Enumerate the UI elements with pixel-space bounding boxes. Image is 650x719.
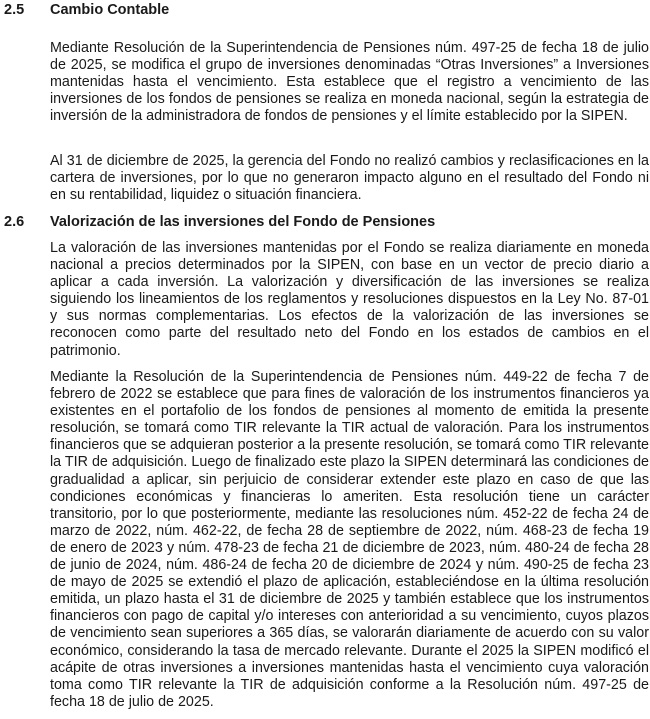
section-title: Valorización de las inversiones del Fondo de Pensiones <box>50 214 436 230</box>
paragraph-2-6-2: Mediante la Resolución de la Superintendencia de Pensiones núm. 449-22 de fecha 7 de febrero de 2022 se establece que para fines de valoración de los instrumentos financieros ya existentes en el portafolio de los fondos de pensiones al momento de emitida la presente resolución, se tomará como TIR relevante la TIR actual de valoración. Para los instrumentos financieros que se adquieran posterior a la presente resolución, se tomará como TIR relevante la TIR de adquisición. Luego de finalizado este plazo la SIPEN determinará las condiciones de gradualidad a aplicar, sin perjuicio de considerar extender este plazo en caso de que las condiciones económicas y financieras lo ameriten. Esta resolución tiene un carácter transitorio, por lo que posteriormente, mediante las resoluciones núm. 452-22 de fecha 24 de marzo de 2022, núm. 462-22, de fecha 28 de septiembre de 2022, núm. 468-23 de fecha 19 de enero de 2023 y núm. 478-23 de fecha 21 de diciembre de 2023, núm. 480-24 de fecha 28 de junio de 2024, núm. 486-24 de fecha 20 de diciembre de 2024 y núm. 490-25 de fecha 23 de mayo de 2025 se extendió el plazo de aplicación, estableciéndose en la última resolución emitida, un plazo hasta el 31 de diciembre de 2025 y también establece que los instrumentos financieros con pago de capital y/o intereses con anterioridad a su vencimiento, cuyos plazos de vencimiento sean superiores a 365 días, se valorarán diariamente de acuerdo con su valor económico, considerando la tasa de mercado relevante. Durante el 2025 la SIPEN modificó el acápite de otras inversiones a inversiones mantenidas hasta el vencimiento cuya valoración toma como TIR relevante la TIR de adquisición conforme a la Resolución núm. 497-25 de fecha 18 de julio de 2025. <box>50 369 649 710</box>
section-title: Cambio Contable <box>50 2 170 18</box>
section-number: 2.5 <box>4 2 25 18</box>
paragraph-2-5-2: Al 31 de diciembre de 2025, la gerencia del Fondo no realizó cambios y reclasificaciones en la cartera de inversiones, por lo que no generaron impacto alguno en el resultado del Fondo ni en su rentabilidad, liquidez o situación financiera. <box>50 153 649 204</box>
section-number: 2.6 <box>4 214 25 230</box>
paragraph-2-5-1: Mediante Resolución de la Superintendencia de Pensiones núm. 497-25 de fecha 18 de julio de 2025, se modifica el grupo de inversiones denominadas “Otras Inversiones” a Inversiones mantenidas hasta el vencimiento. Esta establece que el registro a vencimiento de las inversiones de los fondos de pensiones se realiza en moneda nacional, según la estrategia de inversión de la administradora de fondos de pensiones y el límite establecido por la SIPEN. <box>50 40 649 125</box>
paragraph-2-6-1: La valoración de las inversiones mantenidas por el Fondo se realiza diariamente en moneda nacional a precios determinados por la SIPEN, con base en un vector de precio diario a aplicar a cada inversión. La valorización y diversificación de las inversiones se realiza siguiendo los lineamientos de los reglamentos y resoluciones dispuestos en la Ley No. 87-01 y sus normas complementarias. Los efectos de la valorización de las inversiones se reconocen como parte del resultado neto del Fondo en los estados de cambios en el patrimonio. <box>50 240 649 359</box>
